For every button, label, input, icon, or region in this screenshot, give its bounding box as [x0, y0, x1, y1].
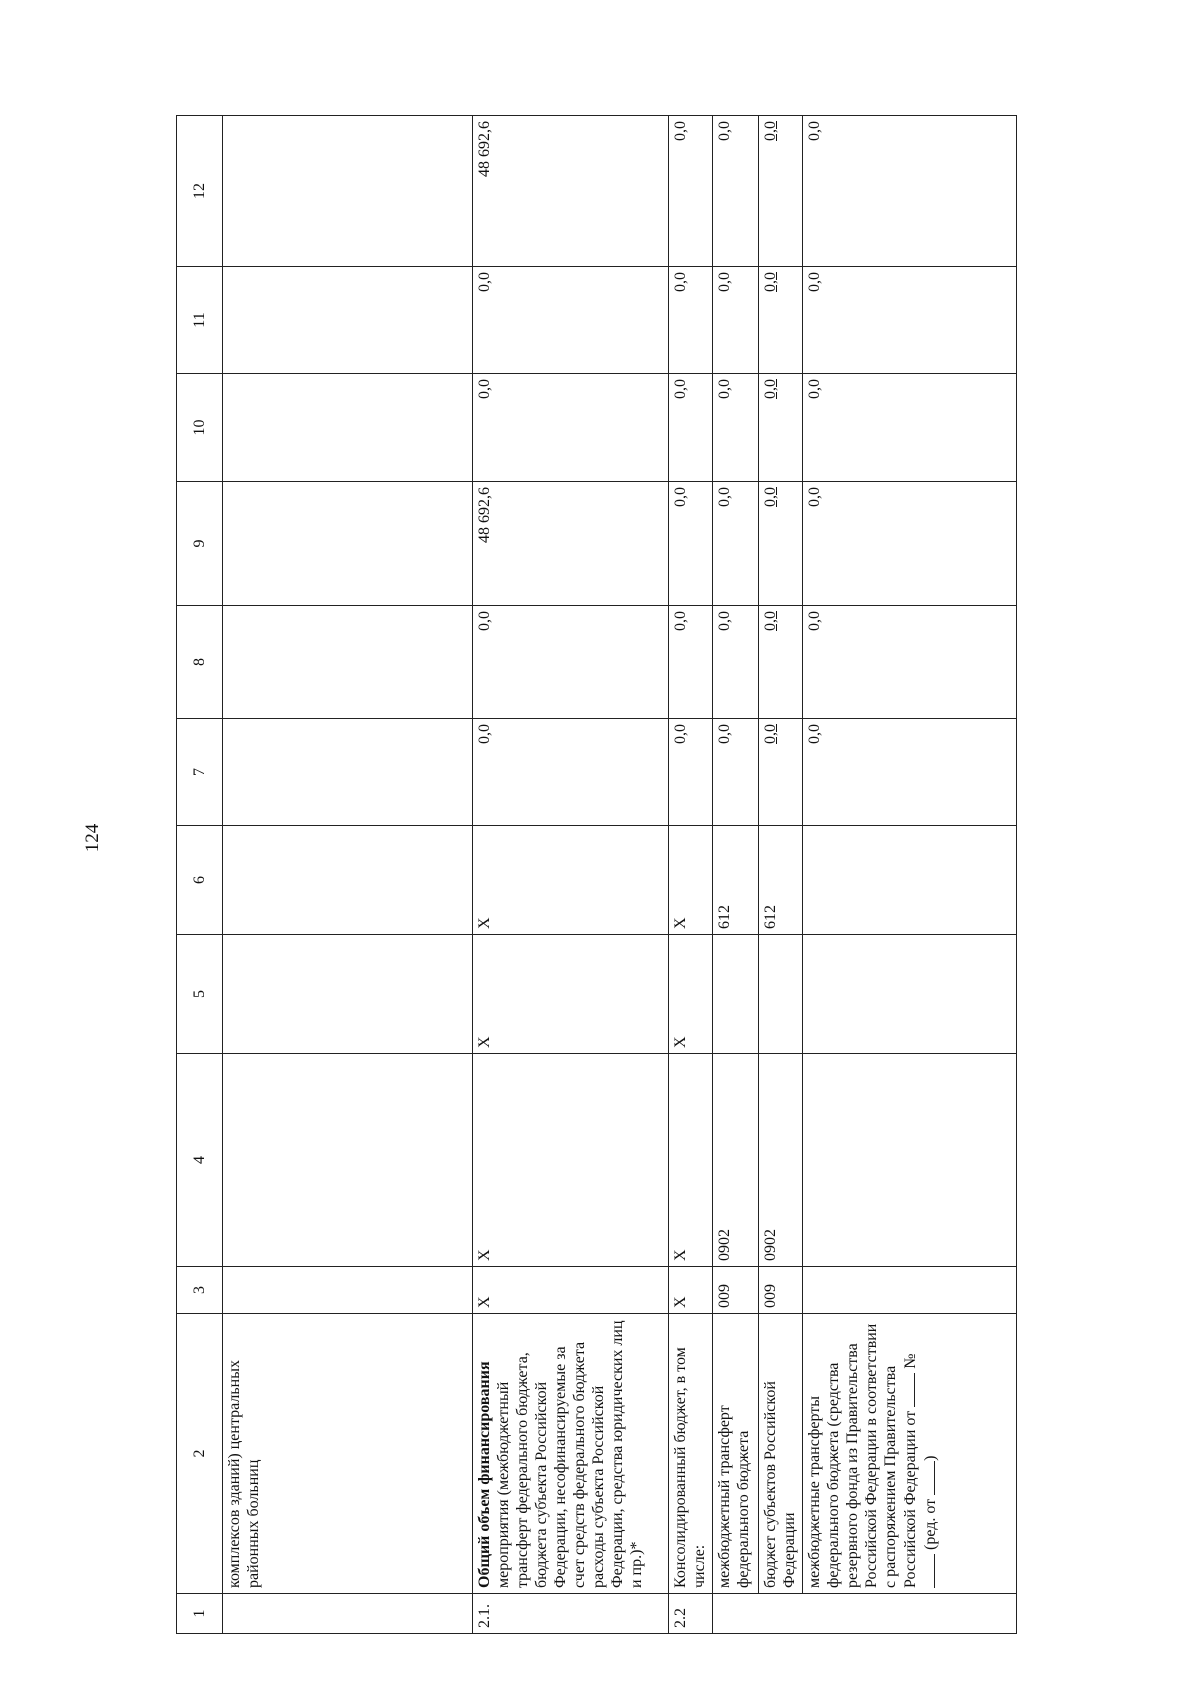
column-number-row — [177, 116, 223, 1634]
col-header-8: 8 — [177, 606, 223, 719]
table-row-2-2 — [669, 116, 713, 1634]
cell-c8: 0,0 — [803, 606, 1017, 719]
cell-c6: Х — [473, 826, 669, 935]
cell-name: бюджет субъектов Российской Федерации — [759, 1314, 803, 1594]
cell-name-edition: (ред. от — [922, 1498, 939, 1550]
cell-c8: 0,0 — [713, 606, 759, 719]
table-row-2-1 — [473, 116, 669, 1634]
cell-c11: 0,0 — [759, 267, 803, 374]
cell-c9: 0,0 — [669, 482, 713, 606]
table-row-federal-transfer — [713, 116, 759, 1634]
budget-table — [176, 115, 1017, 1634]
cell-name — [473, 1314, 669, 1594]
cell-name-bold: Общий объем финансирования — [476, 1361, 493, 1588]
cell-c9: 48 692,6 — [473, 482, 669, 606]
cell-c10: 0,0 — [759, 374, 803, 482]
cell-c10: 0,0 — [803, 374, 1017, 482]
cell-name-rest: мероприятия (межбюджетный трансферт федерального бюджета, бюджета субъекта Российской Федерации, несофинансируемые за счет средств федерального бюджета расходы субъекта Российской Федерации, средства юридических лиц и пр.)* — [495, 1320, 645, 1588]
col-header-5: 5 — [177, 935, 223, 1054]
cell-c6: Х — [669, 826, 713, 935]
cell-c4: 0902 — [759, 1054, 803, 1267]
col-header-1: 1 — [177, 1594, 223, 1634]
cell-c11: 0,0 — [713, 267, 759, 374]
col-header-10: 10 — [177, 374, 223, 482]
page-number: 124 — [82, 823, 103, 853]
cell-c8: 0,0 — [473, 606, 669, 719]
cell-c4: Х — [473, 1054, 669, 1267]
cell-c4: Х — [669, 1054, 713, 1267]
cell-num — [223, 1594, 473, 1634]
cell-num: 2.1. — [473, 1594, 669, 1634]
cell-c12: 0,0 — [669, 116, 713, 267]
cell-c12: 0,0 — [713, 116, 759, 267]
cell-c7: 0,0 — [759, 719, 803, 826]
rotated-table-container — [176, 116, 1016, 1634]
col-header-4: 4 — [177, 1054, 223, 1267]
cell-c12: 0,0 — [803, 116, 1017, 267]
cell-name — [803, 1314, 1017, 1594]
col-header-3: 3 — [177, 1267, 223, 1314]
cell-name-text: межбюджетные трансферты федерального бюджета (средства резервного фонда из Правительства Российской Федерации в соответствии с распоряжением Правительства Российской Федерации от — [806, 1323, 919, 1588]
cell-name-close: ) — [922, 1455, 939, 1461]
cell-c10: 0,0 — [713, 374, 759, 482]
col-header-12: 12 — [177, 116, 223, 267]
blank-number — [920, 1554, 935, 1588]
cell-c5: Х — [473, 935, 669, 1054]
cell-c10: 0,0 — [669, 374, 713, 482]
cell-c8: 0,0 — [669, 606, 713, 719]
cell-c10: 0,0 — [473, 374, 669, 482]
cell-c6: 612 — [759, 826, 803, 935]
cell-c9: 0,0 — [803, 482, 1017, 606]
blank-edition-date — [920, 1461, 935, 1495]
cell-c3: 009 — [713, 1267, 759, 1314]
cell-c7: 0,0 — [473, 719, 669, 826]
cell-c7: 0,0 — [669, 719, 713, 826]
cell-c6: 612 — [713, 826, 759, 935]
cell-c8: 0,0 — [759, 606, 803, 719]
cell-name: межбюджетный трансферт федерального бюджета — [713, 1314, 759, 1594]
cell-c11: 0,0 — [803, 267, 1017, 374]
blank-date — [900, 1373, 915, 1407]
cell-c12: 0,0 — [759, 116, 803, 267]
cell-c3: 009 — [759, 1267, 803, 1314]
cell-c12: 48 692,6 — [473, 116, 669, 267]
cell-c11: 0,0 — [669, 267, 713, 374]
col-header-6: 6 — [177, 826, 223, 935]
table-row-subject-budget — [759, 116, 803, 1634]
table-row-continuation — [223, 116, 473, 1634]
cell-c9: 0,0 — [713, 482, 759, 606]
col-header-11: 11 — [177, 267, 223, 374]
cell-name: Консолидированный бюджет, в том числе: — [669, 1314, 713, 1594]
cell-c11: 0,0 — [473, 267, 669, 374]
cell-c9: 0,0 — [759, 482, 803, 606]
cell-c3: Х — [473, 1267, 669, 1314]
table-row-reserve-fund — [803, 116, 1017, 1634]
col-header-9: 9 — [177, 482, 223, 606]
col-header-2: 2 — [177, 1314, 223, 1594]
cell-c7: 0,0 — [803, 719, 1017, 826]
cell-c3: Х — [669, 1267, 713, 1314]
cell-c4: 0902 — [713, 1054, 759, 1267]
cell-c5: Х — [669, 935, 713, 1054]
cell-c7: 0,0 — [713, 719, 759, 826]
col-header-7: 7 — [177, 719, 223, 826]
cell-name-number-sign: № — [902, 1353, 919, 1369]
cell-num: 2.2 — [669, 1594, 713, 1634]
cell-name: комплексов зданий) центральных районных больниц — [223, 1314, 473, 1594]
